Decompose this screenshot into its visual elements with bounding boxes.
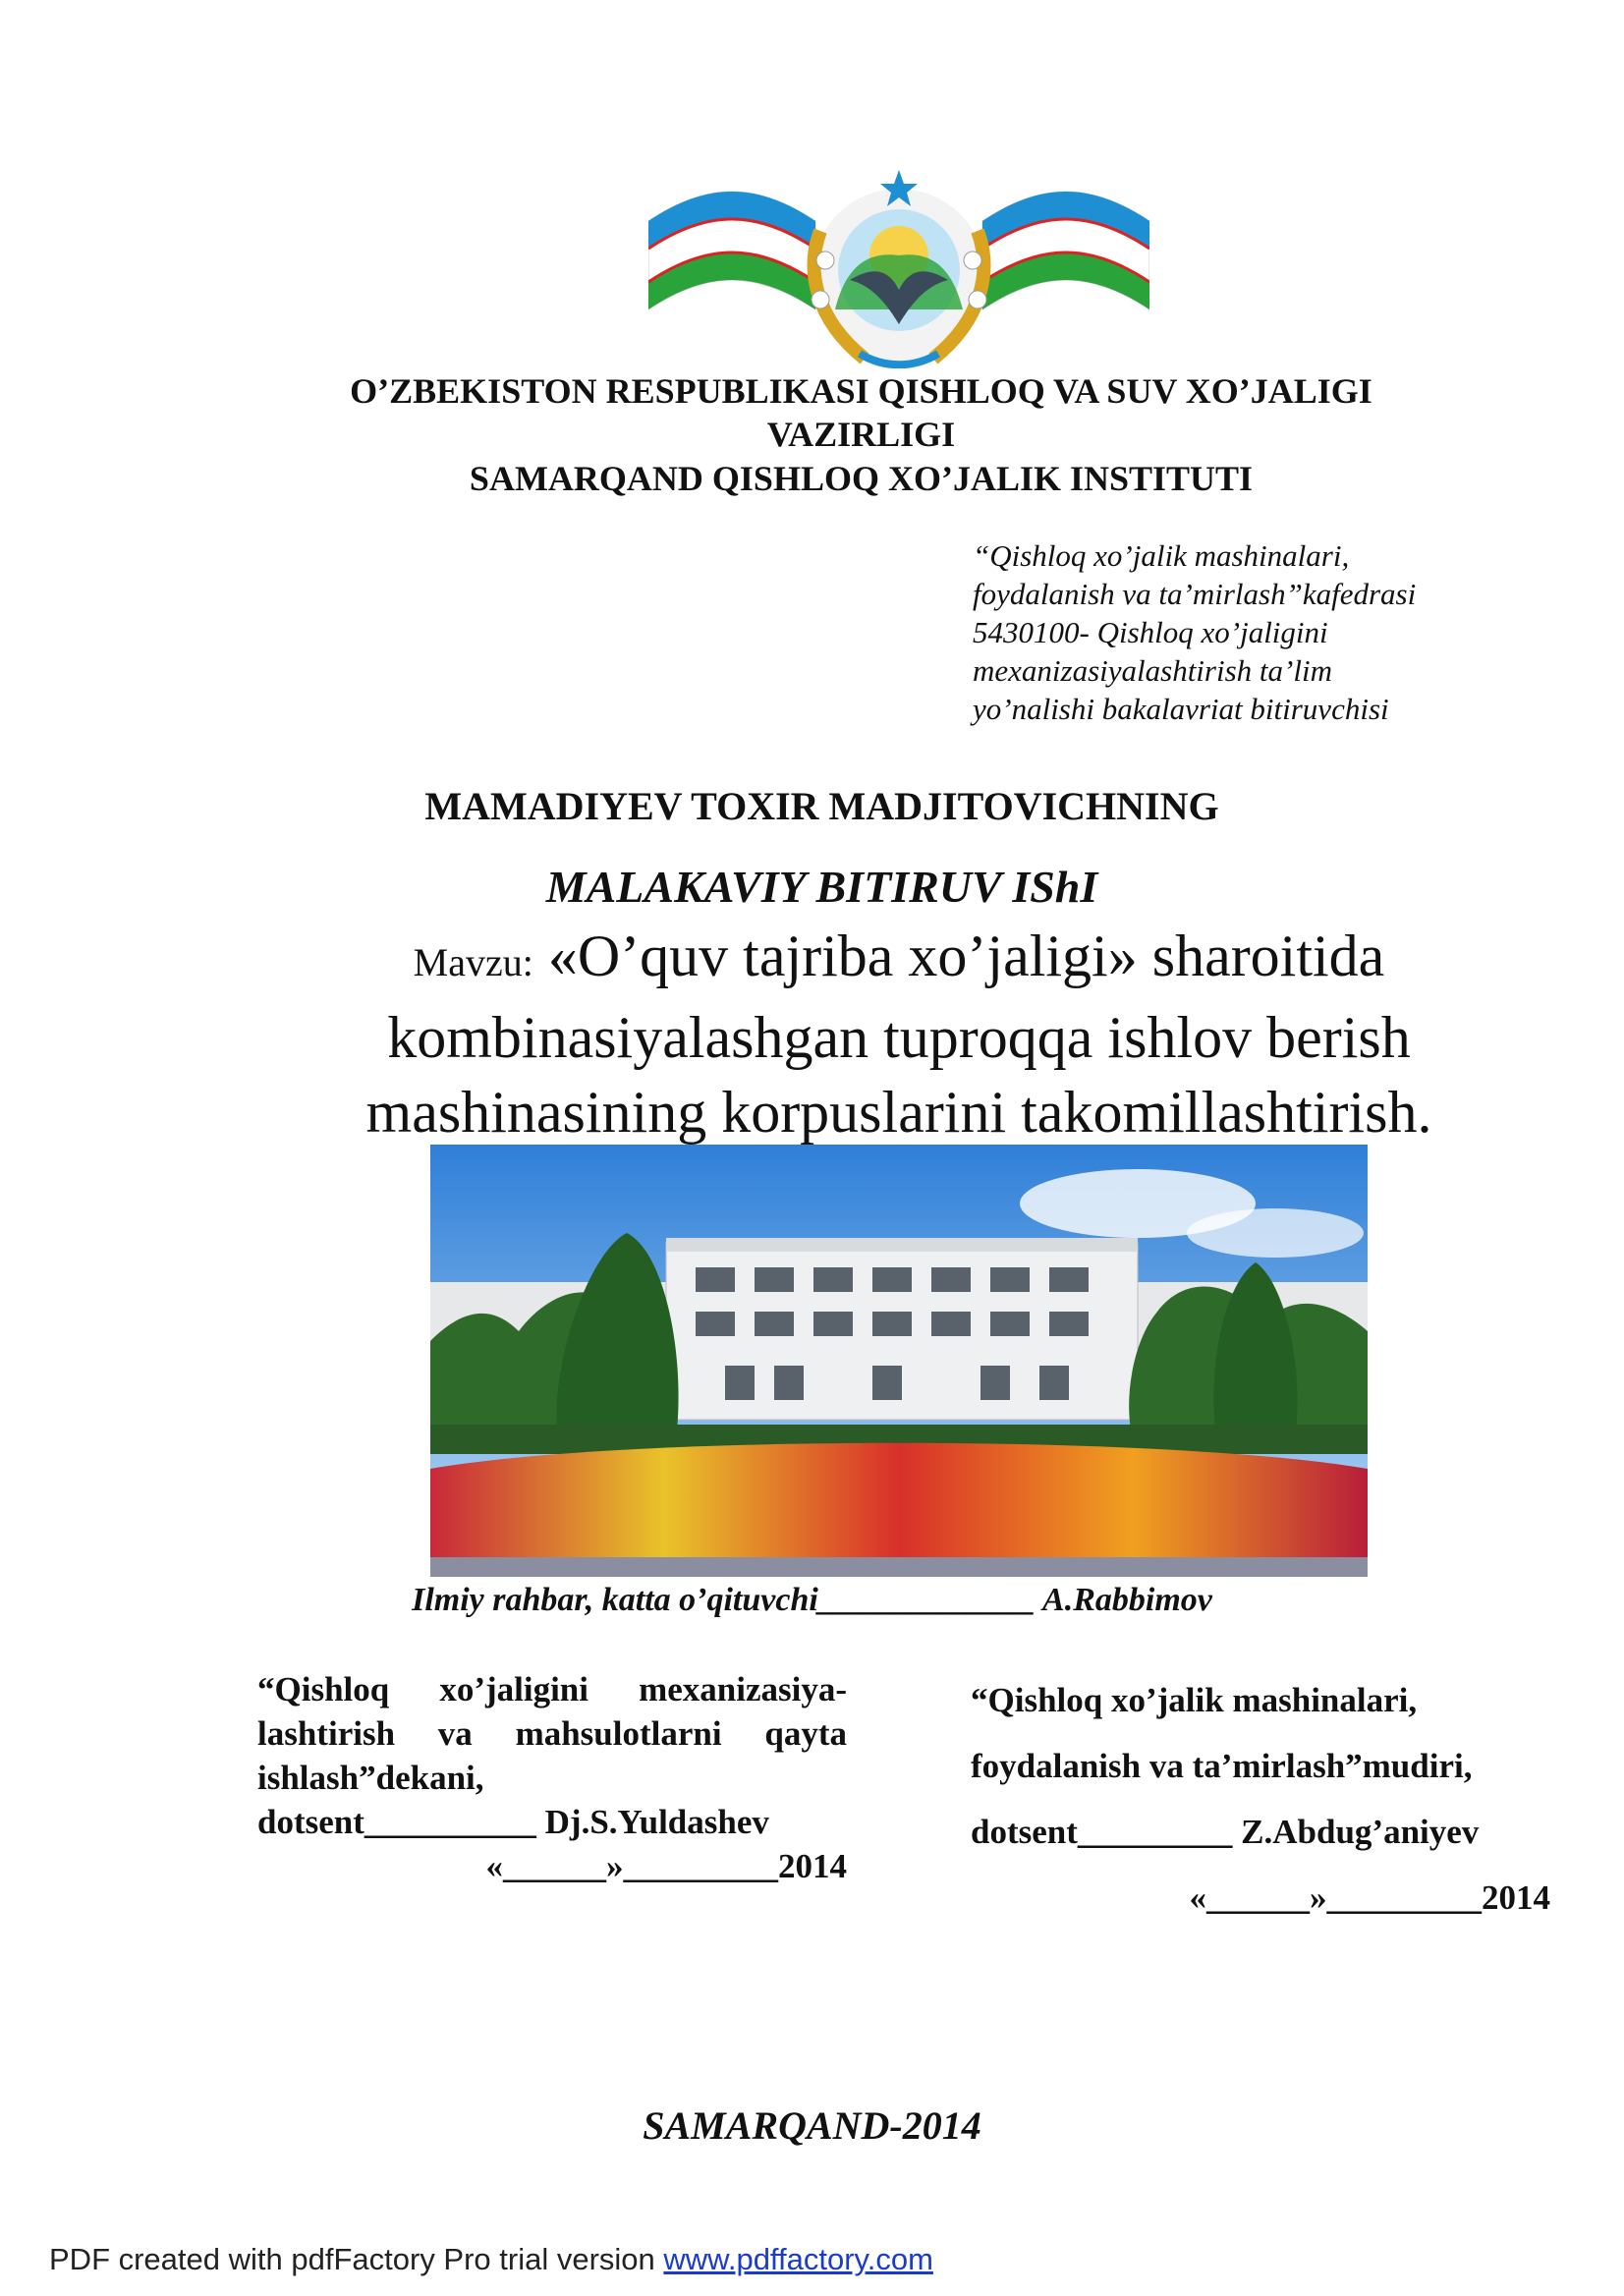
head-signature-block <box>971 1667 1550 1931</box>
work-type-title: MALAKAVIY BITIRUV IShI <box>545 862 1098 912</box>
state-emblem-icon <box>648 162 1149 368</box>
department-line: “Qishloq xo’jalik mashinalari, <box>973 538 1350 573</box>
city-year: SAMARQAND-2014 <box>643 2103 981 2148</box>
student-name: MAMADIYEV TOXIR MADJITOVICHNING <box>424 784 1219 828</box>
topic-line3: mashinasining korpuslarini takomillashtirish. <box>365 1080 1432 1145</box>
head-title-line1: “Qishloq xo’jalik mashinalari, <box>971 1681 1418 1719</box>
ministry-title-line1: O’ZBEKISTON RESPUBLIKASI QISHLOQ VA SUV XO’JALIGI <box>350 371 1372 411</box>
ministry-title-line2: VAZIRLIGI <box>766 415 956 454</box>
topic-line1: «O’quv tajriba xo’jaligi» sharoitida <box>547 924 1385 988</box>
topic-line2: kombinasiyalashgan tuproqqa ishlov berish <box>387 1005 1411 1070</box>
dean-date: «______»_________2014 <box>485 1847 847 1885</box>
head-date: «______»_________2014 <box>1189 1878 1550 1917</box>
topic-block <box>275 919 1523 1149</box>
head-signature-line: dotsent_________ Z.Abdug’aniyev <box>971 1813 1480 1851</box>
pdf-footer <box>49 2242 933 2277</box>
supervisor-line: Ilmiy rahbar, katta o’qituvchi_____________ A.Rabbimov <box>412 1582 1212 1618</box>
dean-title-line2: lashtirish va mahsulotlarni qayta <box>257 1714 847 1753</box>
dean-title-line1: “Qishloq xo’jaligini mexanizasiya- <box>257 1670 847 1708</box>
institute-title: SAMARQAND QISHLOQ XO’JALIK INSTITUTI <box>469 459 1254 498</box>
department-line: 5430100- Qishloq xo’jaligini <box>973 615 1328 649</box>
head-title-line2: foydalanish va ta’mirlash”mudiri, <box>971 1747 1473 1785</box>
dean-signature-line: dotsent__________ Dj.S.Yuldashev <box>257 1803 769 1841</box>
department-block <box>973 536 1476 728</box>
dean-signature-block <box>257 1667 847 1888</box>
institute-building-photo <box>430 1145 1368 1577</box>
department-line: mexanizasiyalashtirish ta’lim <box>973 653 1332 688</box>
topic-label: Mavzu: <box>413 940 533 984</box>
department-line: foydalanish va ta’mirlash”kafedrasi <box>973 577 1417 611</box>
footer-text: PDF created with pdfFactory Pro trial version <box>49 2242 664 2276</box>
dean-title-line3: ishlash”dekani, <box>257 1759 484 1797</box>
footer-link[interactable]: www.pdffactory.com <box>663 2242 933 2276</box>
department-line: yo’nalishi bakalavriat bitiruvchisi <box>973 692 1389 726</box>
